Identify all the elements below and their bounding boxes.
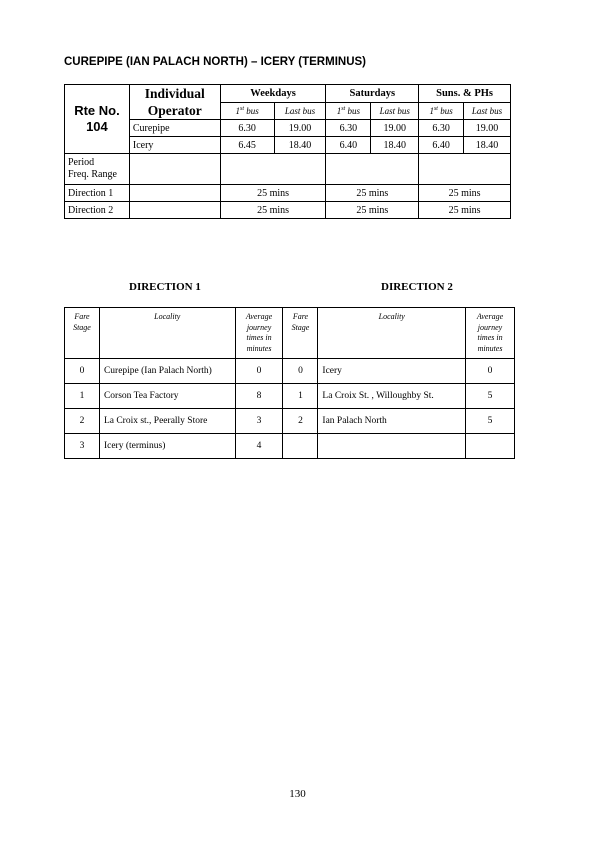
fare-stage: 2 <box>65 409 100 434</box>
fare-stage-header: Fare Stage <box>65 308 100 359</box>
locality: Icery (terminus) <box>99 434 235 459</box>
fare-stage-table <box>64 307 515 459</box>
fare-stage <box>283 434 318 459</box>
avg-journey-header: Average journey times in minutes <box>235 308 283 359</box>
terminus-name: Curepipe <box>129 120 220 137</box>
direction-1-heading: DIRECTION 1 <box>129 281 201 293</box>
fare-stage-header: Fare Stage <box>283 308 318 359</box>
time-cell: 6.45 <box>220 137 274 154</box>
journey-time: 8 <box>235 384 283 409</box>
saturdays-header: Saturdays <box>326 85 419 103</box>
locality: La Croix St. , Willoughby St. <box>318 384 466 409</box>
direction-2-heading: DIRECTION 2 <box>381 281 453 293</box>
locality: Corson Tea Factory <box>99 384 235 409</box>
first-bus-header: 1st bus <box>220 102 274 120</box>
timetable <box>64 84 511 219</box>
locality: Icery <box>318 359 466 384</box>
frequency-cell: 25 mins <box>220 185 326 202</box>
page-number: 130 <box>289 788 306 800</box>
table-row <box>65 384 515 409</box>
locality <box>318 434 466 459</box>
empty-cell <box>419 154 511 185</box>
table-row <box>65 154 511 185</box>
empty-cell <box>129 154 220 185</box>
time-cell: 6.40 <box>326 137 371 154</box>
last-bus-header: Last bus <box>464 102 511 120</box>
frequency-cell: 25 mins <box>326 202 419 219</box>
route-number-cell <box>65 85 130 154</box>
last-bus-header: Last bus <box>274 102 326 120</box>
table-row <box>65 120 511 137</box>
locality: Curepipe (Ian Palach North) <box>99 359 235 384</box>
locality-header: Locality <box>318 308 466 359</box>
table-row <box>65 202 511 219</box>
time-cell: 6.30 <box>419 120 464 137</box>
locality: La Croix st., Peerally Store <box>99 409 235 434</box>
first-bus-header: 1st bus <box>326 102 371 120</box>
fare-stage: 1 <box>65 384 100 409</box>
table-row <box>65 434 515 459</box>
journey-time: 5 <box>466 409 515 434</box>
journey-time: 0 <box>466 359 515 384</box>
empty-cell <box>326 154 419 185</box>
frequency-cell: 25 mins <box>326 185 419 202</box>
table-row <box>65 185 511 202</box>
first-bus-header: 1st bus <box>419 102 464 120</box>
operator-line2: Operator <box>147 103 202 118</box>
frequency-cell: 25 mins <box>419 185 511 202</box>
journey-time: 0 <box>235 359 283 384</box>
sundays-header: Suns. & PHs <box>419 85 511 103</box>
operator-line1: Individual <box>144 86 205 101</box>
locality: Ian Palach North <box>318 409 466 434</box>
journey-time: 3 <box>235 409 283 434</box>
journey-time: 4 <box>235 434 283 459</box>
avg-journey-header: Average journey times in minutes <box>466 308 515 359</box>
route-label: Rte No. <box>74 103 120 118</box>
table-row <box>65 409 515 434</box>
time-cell: 19.00 <box>274 120 326 137</box>
time-cell: 18.40 <box>274 137 326 154</box>
time-cell: 18.40 <box>464 137 511 154</box>
page-title: CUREPIPE (IAN PALACH NORTH) – ICERY (TERMINUS) <box>64 56 366 68</box>
empty-cell <box>129 185 220 202</box>
last-bus-header: Last bus <box>371 102 419 120</box>
time-cell: 6.30 <box>326 120 371 137</box>
fare-stage: 2 <box>283 409 318 434</box>
direction-label: Direction 2 <box>65 202 130 219</box>
time-cell: 6.30 <box>220 120 274 137</box>
table-row <box>65 137 511 154</box>
operator-header <box>129 85 220 120</box>
journey-time <box>466 434 515 459</box>
frequency-cell: 25 mins <box>419 202 511 219</box>
empty-cell <box>220 154 326 185</box>
empty-cell <box>129 202 220 219</box>
route-number: 104 <box>86 119 108 134</box>
locality-header: Locality <box>99 308 235 359</box>
time-cell: 6.40 <box>419 137 464 154</box>
table-row <box>65 359 515 384</box>
time-cell: 19.00 <box>371 120 419 137</box>
frequency-cell: 25 mins <box>220 202 326 219</box>
time-cell: 18.40 <box>371 137 419 154</box>
fare-stage: 0 <box>65 359 100 384</box>
direction-label: Direction 1 <box>65 185 130 202</box>
terminus-name: Icery <box>129 137 220 154</box>
fare-stage: 0 <box>283 359 318 384</box>
fare-stage: 1 <box>283 384 318 409</box>
fare-stage: 3 <box>65 434 100 459</box>
period-label: Period Freq. Range <box>65 154 130 185</box>
weekdays-header: Weekdays <box>220 85 326 103</box>
time-cell: 19.00 <box>464 120 511 137</box>
journey-time: 5 <box>466 384 515 409</box>
